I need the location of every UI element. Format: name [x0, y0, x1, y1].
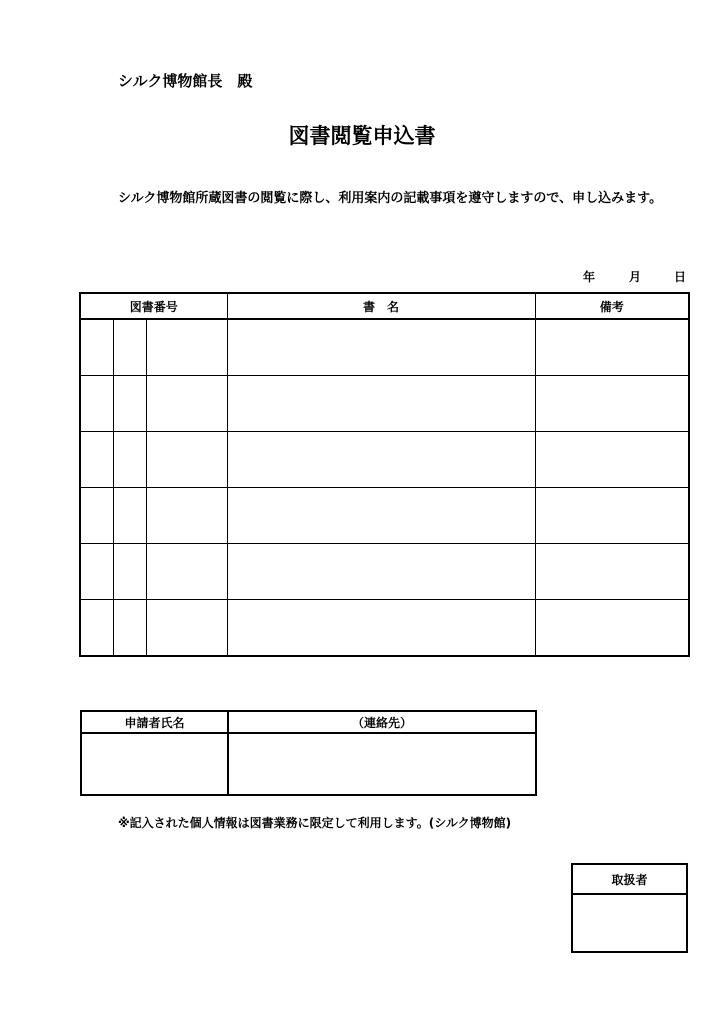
book-title-field[interactable] [227, 432, 535, 488]
book-number-field-1[interactable] [80, 319, 113, 376]
book-row [80, 600, 689, 657]
book-row [80, 432, 689, 488]
book-number-field-3[interactable] [146, 376, 227, 432]
book-number-field-3[interactable] [146, 488, 227, 544]
date-month-label: 月 [629, 270, 642, 284]
remarks-field[interactable] [535, 488, 689, 544]
book-number-field-3[interactable] [146, 432, 227, 488]
book-number-field-3[interactable] [146, 544, 227, 600]
book-number-field-2[interactable] [113, 319, 146, 376]
book-number-field-1[interactable] [80, 600, 113, 657]
addressee: シルク博物館長 殿 [118, 72, 253, 90]
remarks-field[interactable] [535, 600, 689, 657]
handler-field[interactable] [572, 894, 687, 952]
book-title-field[interactable] [227, 319, 535, 376]
header-contact: （連絡先） [228, 711, 536, 733]
book-row [80, 488, 689, 544]
handler-box [571, 863, 688, 953]
book-number-field-2[interactable] [113, 432, 146, 488]
book-number-field-1[interactable] [80, 376, 113, 432]
book-title-field[interactable] [227, 488, 535, 544]
book-number-field-1[interactable] [80, 432, 113, 488]
remarks-field[interactable] [535, 376, 689, 432]
date-year-label: 年 [583, 270, 596, 284]
book-number-field-1[interactable] [80, 544, 113, 600]
contact-field[interactable] [228, 733, 536, 795]
book-title-field[interactable] [227, 544, 535, 600]
book-number-field-2[interactable] [113, 488, 146, 544]
book-row [80, 544, 689, 600]
date-day-label: 日 [674, 270, 687, 284]
book-number-field-3[interactable] [146, 319, 227, 376]
book-number-field-2[interactable] [113, 544, 146, 600]
form-title: 図書閲覧申込書 [288, 124, 436, 148]
remarks-field[interactable] [535, 319, 689, 376]
remarks-field[interactable] [535, 432, 689, 488]
handler-label: 取扱者 [572, 864, 687, 894]
header-remarks: 備考 [535, 293, 689, 319]
privacy-note: ※記入された個人情報は図書業務に限定して利用します。(シルク博物館) [118, 816, 512, 830]
header-book-number: 図書番号 [80, 293, 227, 319]
applicant-table [80, 710, 537, 796]
book-number-field-3[interactable] [146, 600, 227, 657]
applicant-name-field[interactable] [81, 733, 228, 795]
book-number-field-1[interactable] [80, 488, 113, 544]
header-applicant-name: 申請者氏名 [81, 711, 228, 733]
book-row [80, 319, 689, 376]
header-book-title: 書 名 [227, 293, 535, 319]
book-number-field-2[interactable] [113, 376, 146, 432]
book-number-field-2[interactable] [113, 600, 146, 657]
remarks-field[interactable] [535, 544, 689, 600]
book-row [80, 376, 689, 432]
book-title-field[interactable] [227, 600, 535, 657]
intro-text: シルク博物館所蔵図書の閲覧に際し、利用案内の記載事項を遵守しますので、申し込みます。 [118, 191, 663, 206]
book-title-field[interactable] [227, 376, 535, 432]
book-request-table [79, 292, 690, 657]
